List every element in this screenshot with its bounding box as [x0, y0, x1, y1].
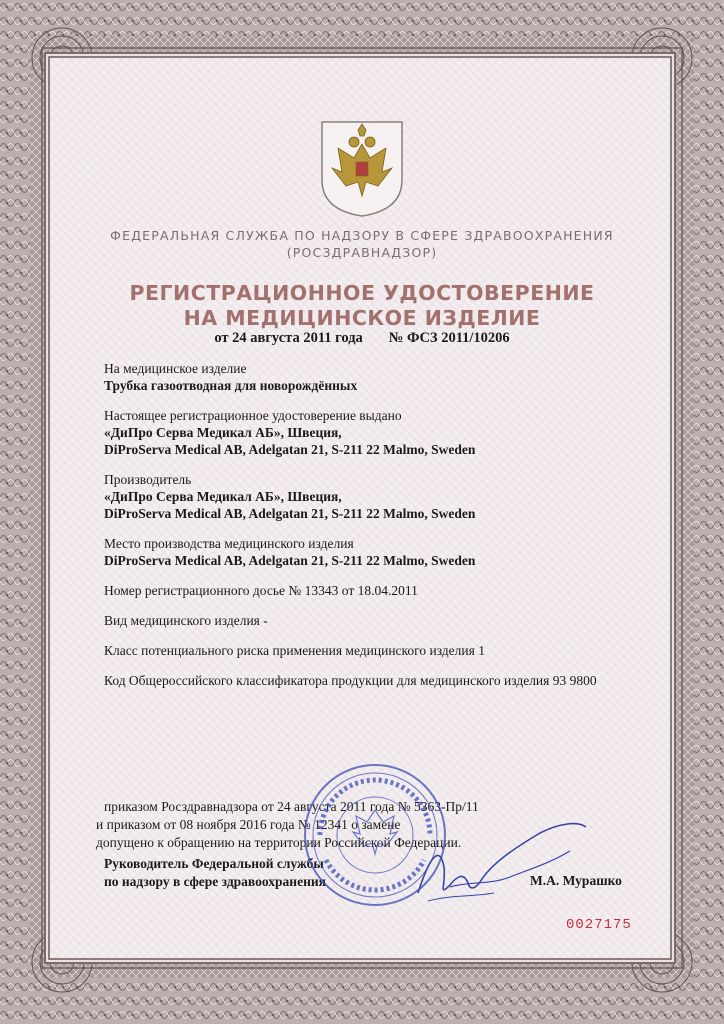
document-title: РЕГИСТРАЦИОННОЕ УДОСТОВЕРЕНИЕ — [129, 281, 595, 305]
manufacturer-label: Производитель — [104, 472, 192, 487]
issued-to-company: «ДиПро Серва Медикал АБ», Швеция, — [104, 425, 342, 440]
okp-code: Код Общероссийского классификатора продукции для медицинского изделия 93 9800 — [104, 673, 597, 688]
issued-to-section — [104, 407, 664, 458]
signatory-title-line-2: по надзору в сфере здравоохранения — [104, 874, 326, 889]
device-label: На медицинское изделие — [104, 361, 247, 376]
agency-name: ФЕДЕРАЛЬНАЯ СЛУЖБА ПО НАДЗОРУ В СФЕРЕ ЗДРАВООХРАНЕНИЯ — [110, 228, 614, 243]
device-name: Трубка газоотводная для новорождённых — [104, 378, 358, 393]
manufacturer-company: «ДиПро Серва Медикал АБ», Швеция, — [104, 489, 342, 504]
manufacturer-address: DiProServa Medical AB, Adelgatan 21, S-211 22 Malmo, Sweden — [104, 506, 476, 521]
issued-to-address: DiProServa Medical AB, Adelgatan 21, S-211 22 Malmo, Sweden — [104, 442, 476, 457]
risk-class: Класс потенциального риска применения медицинского изделия 1 — [104, 643, 485, 658]
document-subtitle: НА МЕДИЦИНСКОЕ ИЗДЕЛИЕ — [183, 306, 541, 330]
issued-to-label: Настоящее регистрационное удостоверение выдано — [104, 408, 402, 423]
manufacturer-section — [104, 471, 664, 522]
order-line-1: приказом Росздравнадзора от 24 августа 2011 года № 5363-Пр/11 — [104, 799, 479, 814]
production-place-address: DiProServa Medical AB, Adelgatan 21, S-211 22 Malmo, Sweden — [104, 553, 476, 568]
device-type: Вид медицинского изделия - — [104, 613, 268, 628]
production-place-section — [104, 535, 664, 569]
issue-date: от 24 августа 2011 года — [214, 330, 363, 346]
signatory-title-line-1: Руководитель Федеральной службы — [104, 856, 324, 871]
certificate-body — [104, 360, 664, 702]
device-section — [104, 360, 664, 394]
issue-date-number — [60, 330, 664, 347]
agency-short-name: (РОСЗДРАВНАДЗОР) — [286, 245, 438, 260]
order-line-3: допущено к обращению на территории Российской Федерации. — [96, 835, 462, 850]
production-place-label: Место производства медицинского изделия — [104, 536, 354, 551]
handwritten-signature — [410, 815, 600, 915]
serial-number: 0027175 — [566, 917, 632, 933]
signatory-name: М.А. Мурашко — [530, 873, 622, 888]
russian-coat-of-arms-icon — [318, 118, 406, 218]
order-line-2: и приказом от 08 ноября 2016 года № 12341 о замене — [96, 817, 401, 832]
certificate-number: № ФСЗ 2011/10206 — [388, 330, 510, 346]
dossier-number: Номер регистрационного досье № 13343 от 18.04.2011 — [104, 583, 418, 598]
